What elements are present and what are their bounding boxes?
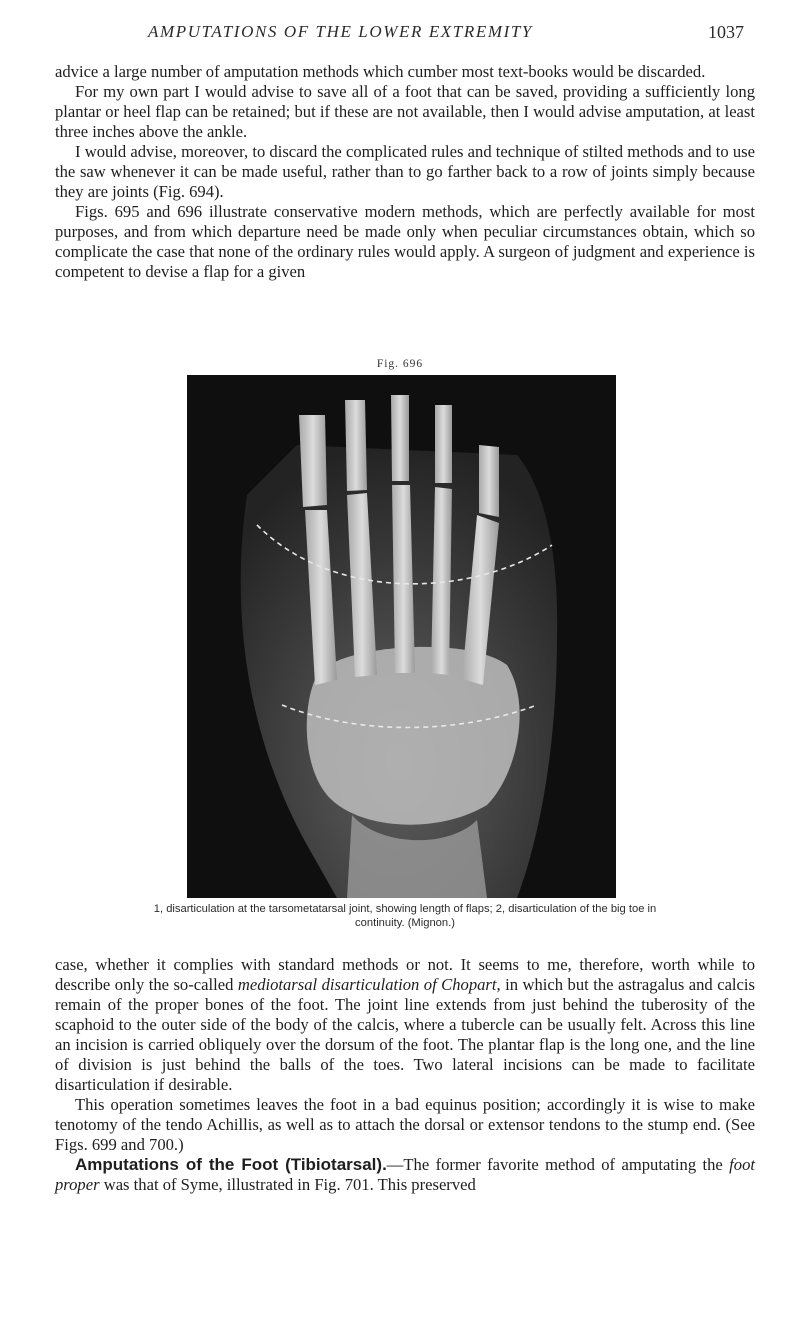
body-text-top — [55, 62, 755, 282]
figure-label: Fig. 696 — [376, 358, 424, 370]
paragraph: Figs. 695 and 696 illustrate conservative modern methods, which are perfectly available for most purposes, and from which departure need be made only when peculiar circumstances obtain, which so complicate the case that none of the ordinary rules would apply. A surgeon of judgment and experience is competent to devise a flap for a given — [55, 202, 755, 281]
paragraph-text: case, whether it complies with standard methods or not. It seems to me, therefore, worth while to describe only the so-called — [55, 955, 755, 994]
italic-term: foot proper — [55, 1155, 755, 1194]
running-head — [0, 22, 800, 48]
italic-term: mediotarsal disarticulation of Chopart — [237, 975, 497, 994]
body-text-bottom — [55, 955, 755, 1195]
section-heading: Amputations of the Foot (Tibiotarsal). — [75, 1155, 387, 1174]
foot-bones-illustration — [187, 375, 616, 898]
paragraph: I would advise, moreover, to discard the complicated rules and technique of stilted methods and to use the saw whenever it can be made useful, rather than to go farther back to a row of joints simply because they are joints (Fig. 694). — [55, 142, 755, 201]
paragraph — [55, 1155, 755, 1195]
paragraph — [55, 955, 755, 1095]
page-number: 1037 — [708, 22, 744, 42]
figure-caption — [80, 902, 730, 930]
running-title: AMPUTATIONS OF THE LOWER EXTREMITY — [148, 22, 533, 41]
paragraph-text: was that of Syme, illustrated in Fig. 701. This preserved — [99, 1175, 476, 1194]
paragraph-text: , in which but the astragalus and calcis remain of the proper bones of the foot. The joint line extends from just behind the tuberosity of the scaphoid to the outer side of the body of the calcis, where a tubercle can be usually felt. Across this line an incision is carried obliquely over the dorsum of the foot. The plantar flap is the long one, and the line of division is just behind the balls of the toes. Two lateral incisions can be made to facilitate disarticulation if desirable. — [55, 975, 755, 1094]
caption-line: 1, disarticulation at the tarsometatarsal joint, showing length of flaps; 2, disarticulation of the big toe in — [153, 903, 657, 915]
paragraph-text: —The former favorite method of amputating the — [386, 1155, 730, 1174]
paragraph: advice a large number of amputation methods which cumber most text-books would be discarded. — [55, 62, 706, 81]
paragraph: For my own part I would advise to save all of a foot that can be saved, providing a sufficiently long plantar or heel flap can be retained; but if these are not available, then I would advise amputation, at least three inches above the ankle. — [55, 82, 755, 141]
paragraph: This operation sometimes leaves the foot in a bad equinus position; accordingly it is wise to make tenotomy of the tendo Achillis, as well as to attach the dorsal or extensor tendons to the stump end. (See Figs. 699 and 700.) — [55, 1095, 755, 1154]
foot-skeleton-photograph — [187, 375, 616, 898]
caption-line: continuity. (Mignon.) — [355, 917, 455, 929]
